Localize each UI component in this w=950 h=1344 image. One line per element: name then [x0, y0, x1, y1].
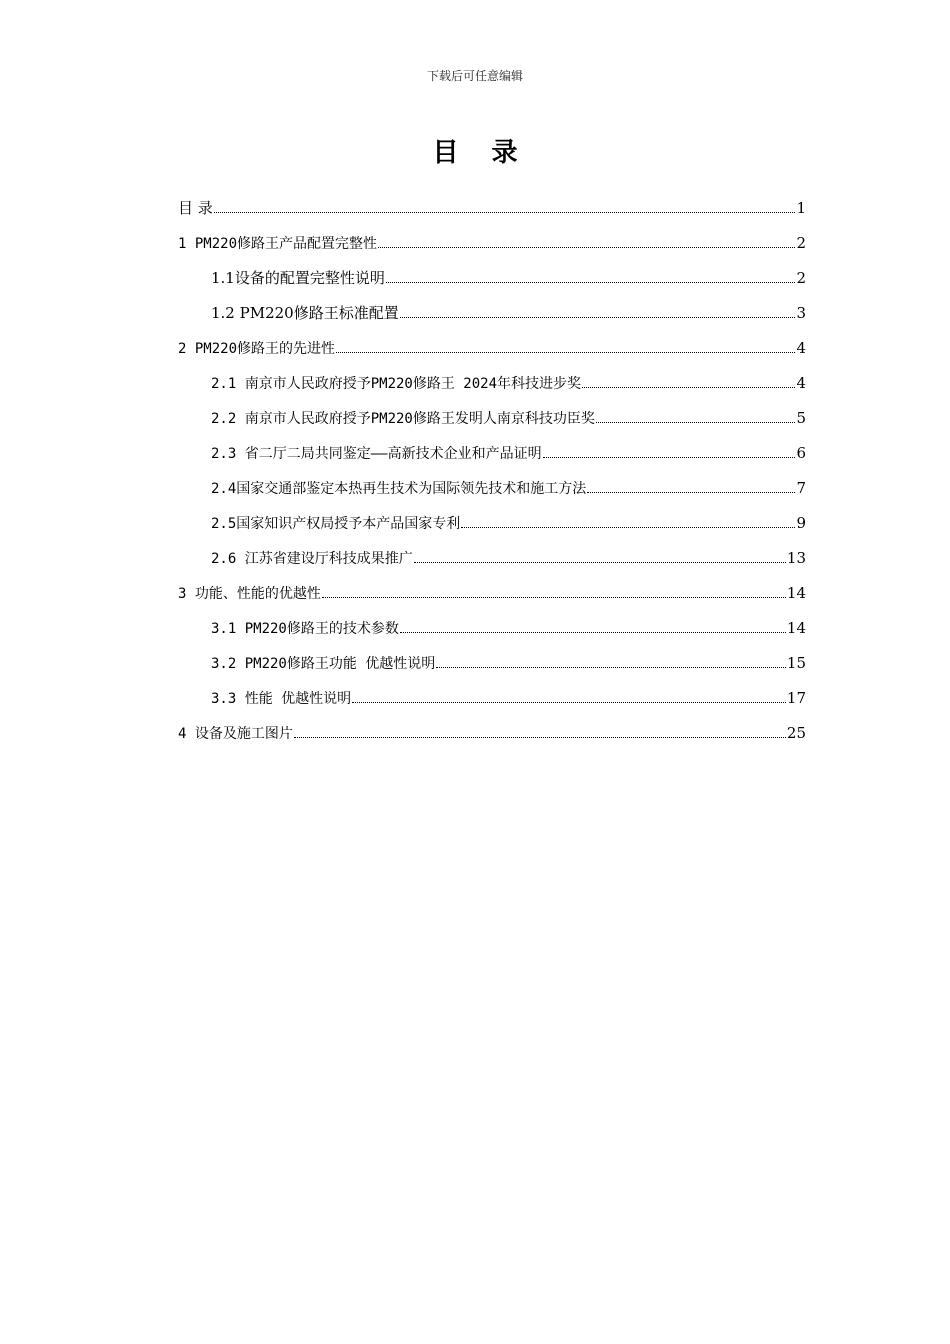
- toc-page-number: 6: [796, 444, 806, 462]
- toc-entry-section-1[interactable]: [178, 231, 806, 266]
- toc-entry-section-1-2[interactable]: [178, 301, 806, 336]
- toc-page-number: 14: [786, 584, 806, 602]
- toc-dot-leader: [400, 632, 786, 633]
- toc-entry-title: 2.1 南京市人民政府授予PM220修路王 2024年科技进步奖: [211, 376, 582, 392]
- toc-entry-section-4[interactable]: [178, 721, 806, 756]
- toc-page-number: 3: [796, 304, 806, 322]
- toc-entry-title: 2.3 省二厅二局共同鉴定——高新技术企业和产品证明: [211, 446, 542, 462]
- toc-entry-title: 2.4国家交通部鉴定本热再生技术为国际领先技术和施工方法: [211, 481, 587, 497]
- toc-dot-leader: [436, 667, 786, 668]
- toc-entry-section-2-6[interactable]: [178, 546, 806, 581]
- toc-page-number: 7: [796, 479, 806, 497]
- toc-entry-title: 4 设备及施工图片: [178, 726, 293, 742]
- toc-page-number: 5: [796, 409, 806, 427]
- toc-dot-leader: [587, 492, 795, 493]
- toc-page-number: 1: [796, 199, 806, 217]
- toc-dot-leader: [352, 702, 786, 703]
- toc-entry-section-2-1[interactable]: [178, 371, 806, 406]
- toc-dot-leader: [378, 247, 795, 248]
- toc-entry-section-3[interactable]: [178, 581, 806, 616]
- toc-entry-title: 3 功能、性能的优越性: [178, 586, 321, 602]
- toc-dot-leader: [461, 527, 795, 528]
- toc-entry-title: 1 PM220修路王产品配置完整性: [178, 236, 378, 252]
- toc-dot-leader: [294, 737, 786, 738]
- toc-entry-title: 2 PM220修路王的先进性: [178, 341, 336, 357]
- toc-entry-section-2-2[interactable]: [178, 406, 806, 441]
- toc-entry-section-1-1[interactable]: [178, 266, 806, 301]
- toc-page-number: 2: [796, 234, 806, 252]
- toc-dot-leader: [386, 282, 796, 283]
- toc-page-number: 13: [786, 549, 806, 567]
- toc-page-number: 15: [786, 654, 806, 672]
- page-title: 目 录: [432, 138, 530, 168]
- toc-dot-leader: [322, 597, 786, 598]
- page-header-note: 下载后可任意编辑: [426, 69, 523, 83]
- toc-entry-section-3-1[interactable]: [178, 616, 806, 651]
- toc-entry-title: 3.3 性能 优越性说明: [211, 691, 352, 707]
- toc-page-number: 9: [796, 514, 806, 532]
- toc-dot-leader: [336, 352, 795, 353]
- toc-page-number: 2: [796, 269, 806, 287]
- toc-entry-title: 1.1设备的配置完整性说明: [211, 269, 385, 287]
- toc-entry-title: 2.5国家知识产权局授予本产品国家专利: [211, 516, 461, 532]
- toc-dot-leader: [582, 387, 795, 388]
- toc-page-number: 4: [796, 374, 806, 392]
- toc-entry-contents[interactable]: [178, 196, 806, 231]
- toc-entry-title: 3.2 PM220修路王功能 优越性说明: [211, 656, 436, 672]
- toc-page-number: 4: [796, 339, 806, 357]
- toc-page-number: 17: [786, 689, 806, 707]
- toc-entry-section-2-4[interactable]: [178, 476, 806, 511]
- toc-dot-leader: [414, 562, 786, 563]
- toc-dot-leader: [543, 457, 796, 458]
- toc-entry-title: 2.2 南京市人民政府授予PM220修路王发明人南京科技功臣奖: [211, 411, 595, 427]
- toc-dot-leader: [214, 212, 796, 213]
- toc-dot-leader: [596, 422, 796, 423]
- toc-entry-section-2-5[interactable]: [178, 511, 806, 546]
- toc-page-number: 14: [786, 619, 806, 637]
- toc-entry-section-3-2[interactable]: [178, 651, 806, 686]
- toc-entry-title: 2.6 江苏省建设厅科技成果推广: [211, 551, 413, 567]
- toc-entry-title: 1.2 PM220修路王标准配置: [211, 304, 399, 322]
- toc-entry-title: 目 录: [178, 199, 213, 217]
- toc-page-number: 25: [786, 724, 806, 742]
- toc-entry-section-2-3[interactable]: [178, 441, 806, 476]
- toc-entry-section-3-3[interactable]: [178, 686, 806, 721]
- toc-dot-leader: [400, 317, 796, 318]
- table-of-contents: [178, 196, 806, 756]
- toc-entry-title: 3.1 PM220修路王的技术参数: [211, 621, 399, 637]
- toc-entry-section-2[interactable]: [178, 336, 806, 371]
